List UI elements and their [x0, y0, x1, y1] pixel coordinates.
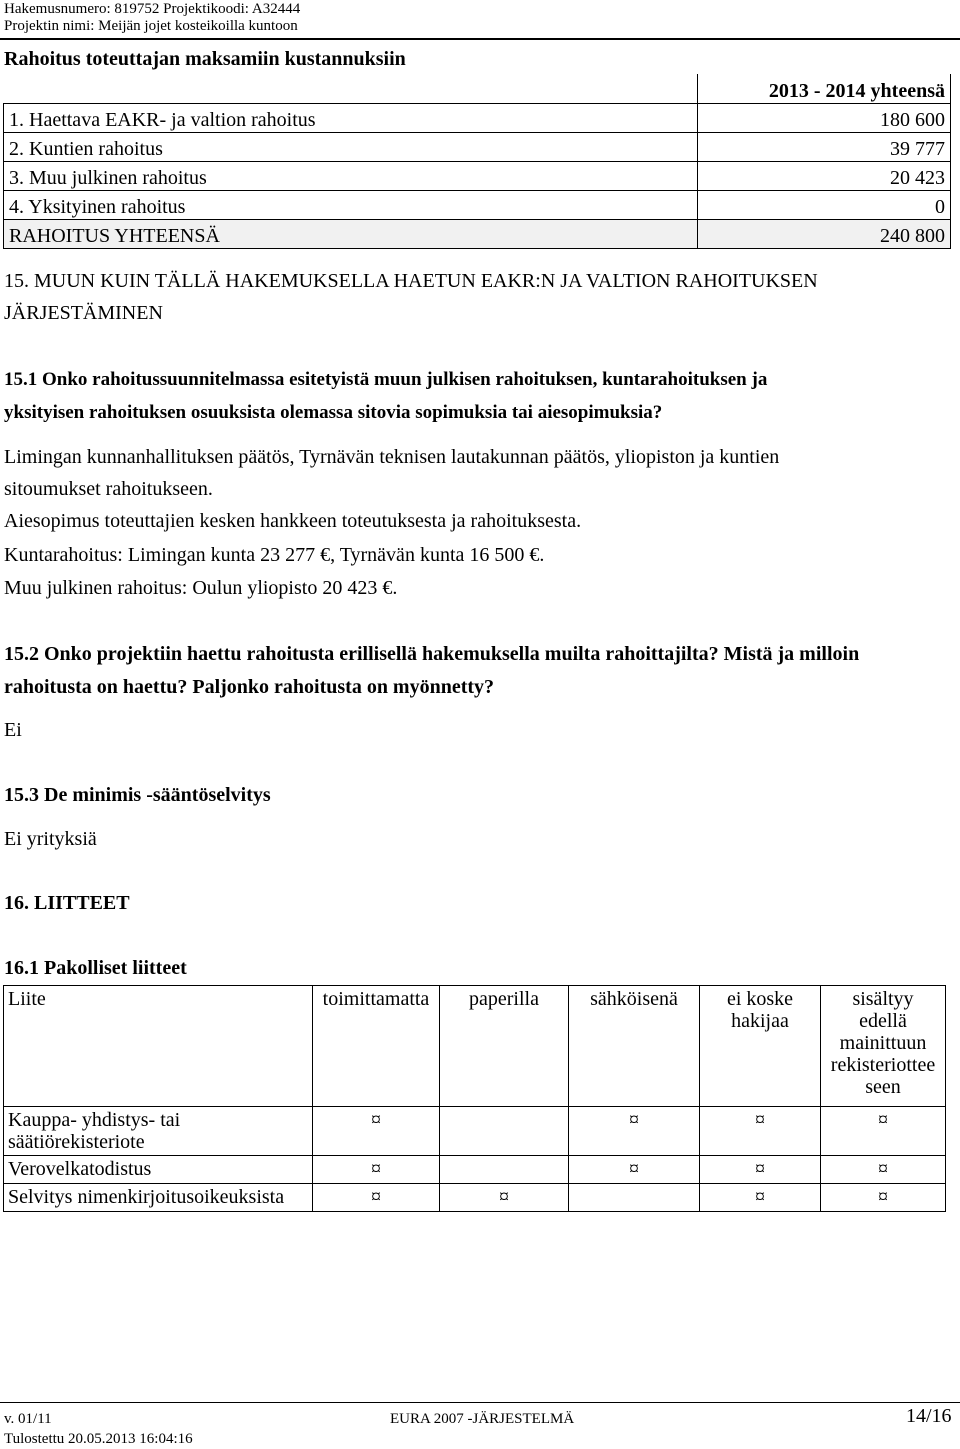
- funding-row: [4, 132, 951, 161]
- checkbox-mark-icon: ¤: [629, 1158, 639, 1180]
- col-header-sahkoisena: sähköisenä: [569, 986, 700, 1107]
- mark-cell: [700, 1156, 821, 1184]
- funding-row: [4, 190, 951, 219]
- attachment-label: [4, 1107, 313, 1156]
- funding-total-row: [4, 219, 951, 248]
- footer-version: v. 01/11: [4, 1411, 52, 1427]
- answer-15-1-line: Muu julkinen rahoitus: Oulun yliopisto 20 423 €.: [4, 577, 398, 599]
- mark-cell: [313, 1107, 440, 1156]
- question-15-2-line2: rahoitusta on haettu? Paljonko rahoitusta on myönnetty?: [4, 676, 495, 698]
- attachment-label: [4, 1184, 313, 1212]
- col-header-toimittamatta: toimittamatta: [313, 986, 440, 1107]
- col-header-sisaltyy-line: mainittuun: [839, 1032, 927, 1054]
- footer-system: EURA 2007 -JÄRJESTELMÄ: [390, 1411, 575, 1427]
- funding-row-value: 20 423: [698, 161, 951, 190]
- header-application-number: Hakemusnumero: 819752 Projektikoodi: A32444: [4, 1, 301, 17]
- section-16-title: 16. LIITTEET: [4, 892, 130, 914]
- header-project-name: Projektin nimi: Meijän jojet kosteikoilla kuntoon: [4, 18, 298, 34]
- col-header-liite: Liite: [4, 986, 313, 1107]
- mark-cell: [440, 1107, 569, 1156]
- funding-row-label: 3. Muu julkinen rahoitus: [4, 161, 698, 190]
- mark-cell: [569, 1156, 700, 1184]
- header-rule: [0, 38, 960, 40]
- section-15-title-line2: JÄRJESTÄMINEN: [4, 302, 163, 324]
- funding-total-value: 240 800: [698, 219, 951, 248]
- mark-cell: [440, 1184, 569, 1212]
- section-16-1-title: 16.1 Pakolliset liitteet: [4, 957, 187, 979]
- col-header-ei-koske-line: ei koske: [726, 988, 794, 1010]
- attachment-label-line: Verovelkatodistus: [8, 1158, 152, 1180]
- mark-cell: [569, 1184, 700, 1212]
- question-15-1-line2: yksityisen rahoituksen osuuksista olemassa sitovia sopimuksia tai aiesopimuksia?: [4, 402, 663, 423]
- attachment-label-line: Selvitys nimenkirjoitusoikeuksista: [8, 1186, 285, 1208]
- checkbox-mark-icon: ¤: [629, 1109, 639, 1131]
- answer-15-1-line: sitoumukset rahoitukseen.: [4, 478, 213, 500]
- funding-row-value: 0: [698, 190, 951, 219]
- col-header-sisaltyy-line: sisältyy: [852, 988, 914, 1010]
- attachments-table: [3, 985, 946, 1212]
- attachment-row: [4, 1156, 946, 1184]
- attachment-label: [4, 1156, 313, 1184]
- attachment-row: [4, 1184, 946, 1212]
- funding-total-label: RAHOITUS YHTEENSÄ: [4, 219, 698, 248]
- col-header-paperilla: paperilla: [440, 986, 569, 1107]
- col-header-sisaltyy-line: rekisteriottee: [830, 1054, 936, 1076]
- attachment-label-line: säätiörekisteriote: [8, 1131, 145, 1153]
- question-15-3: 15.3 De minimis -sääntöselvitys: [4, 784, 271, 806]
- mark-cell: [821, 1156, 946, 1184]
- funding-header-row: [4, 74, 951, 103]
- checkbox-mark-icon: ¤: [755, 1109, 765, 1131]
- funding-row-label: 4. Yksityinen rahoitus: [4, 190, 698, 219]
- funding-row-value: 180 600: [698, 103, 951, 132]
- section-title: Rahoitus toteuttajan maksamiin kustannuksiin: [4, 48, 406, 70]
- funding-row: [4, 103, 951, 132]
- attachment-label-line: Kauppa- yhdistys- tai: [8, 1109, 181, 1131]
- mark-cell: [821, 1107, 946, 1156]
- answer-15-1-line: Limingan kunnanhallituksen päätös, Tyrnävän teknisen lautakunnan päätös, yliopiston ja kuntien: [4, 446, 780, 468]
- question-15-2-line1: 15.2 Onko projektiin haettu rahoitusta erillisellä hakemuksella muilta rahoittajilta? Mistä ja milloin: [4, 643, 860, 665]
- checkbox-mark-icon: ¤: [755, 1186, 765, 1208]
- answer-15-2: Ei: [4, 719, 22, 741]
- funding-row-label: 2. Kuntien rahoitus: [4, 132, 698, 161]
- checkbox-mark-icon: ¤: [499, 1186, 509, 1208]
- footer-printed: Tulostettu 20.05.2013 16:04:16: [4, 1431, 193, 1447]
- mark-cell: [313, 1156, 440, 1184]
- answer-15-1-line: Aiesopimus toteuttajien kesken hankkeen toteutuksesta ja rahoituksesta.: [4, 510, 582, 532]
- col-header-sisaltyy-line: seen: [865, 1076, 901, 1098]
- checkbox-mark-icon: ¤: [878, 1186, 888, 1208]
- mark-cell: [440, 1156, 569, 1184]
- footer-page-number: 14/16: [906, 1405, 952, 1427]
- footer-rule: [0, 1402, 960, 1403]
- checkbox-mark-icon: ¤: [878, 1158, 888, 1180]
- mark-cell: [700, 1184, 821, 1212]
- checkbox-mark-icon: ¤: [371, 1158, 381, 1180]
- col-header-sisaltyy: [821, 986, 946, 1107]
- checkbox-mark-icon: ¤: [878, 1109, 888, 1131]
- col-header-ei-koske: [700, 986, 821, 1107]
- attachments-header-row: [4, 986, 946, 1107]
- attachment-row: [4, 1107, 946, 1156]
- funding-table: [3, 74, 951, 249]
- funding-row-label: 1. Haettava EAKR- ja valtion rahoitus: [4, 103, 698, 132]
- mark-cell: [821, 1184, 946, 1212]
- funding-row-value: 39 777: [698, 132, 951, 161]
- funding-column-header: 2013 - 2014 yhteensä: [698, 74, 951, 103]
- funding-row: [4, 161, 951, 190]
- mark-cell: [313, 1184, 440, 1212]
- mark-cell: [700, 1107, 821, 1156]
- section-15-title-line1: 15. MUUN KUIN TÄLLÄ HAKEMUKSELLA HAETUN EAKR:N JA VALTION RAHOITUKSEN: [4, 270, 818, 292]
- checkbox-mark-icon: ¤: [371, 1109, 381, 1131]
- mark-cell: [569, 1107, 700, 1156]
- checkbox-mark-icon: ¤: [755, 1158, 765, 1180]
- question-15-1-line1: 15.1 Onko rahoitussuunnitelmassa esitetyistä muun julkisen rahoituksen, kuntarahoituksen ja: [4, 369, 768, 390]
- col-header-ei-koske-line: hakijaa: [731, 1010, 789, 1032]
- answer-15-1-line: Kuntarahoitus: Limingan kunta 23 277 €, Tyrnävän kunta 16 500 €.: [4, 544, 545, 566]
- checkbox-mark-icon: ¤: [371, 1186, 381, 1208]
- col-header-sisaltyy-line: edellä: [859, 1010, 907, 1032]
- answer-15-3: Ei yrityksiä: [4, 828, 97, 850]
